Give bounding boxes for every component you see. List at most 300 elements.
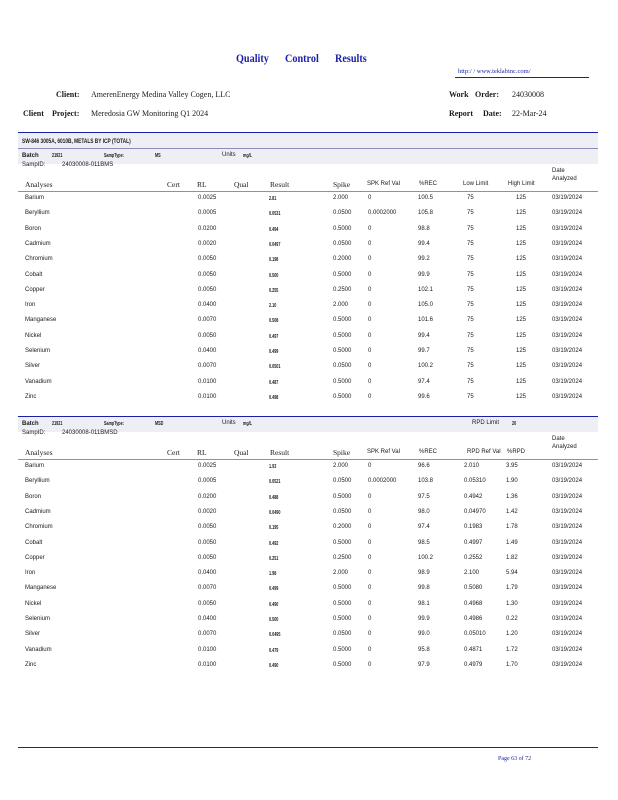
result-value: 0.0495 xyxy=(269,632,281,638)
rec-value: 97.4 xyxy=(418,524,430,530)
analyte-name: Silver xyxy=(25,631,41,637)
result-value: 0.490 xyxy=(269,663,279,669)
analyte-name: Vanadium xyxy=(25,647,52,653)
rl-value: 0.0050 xyxy=(198,287,217,293)
rl-value: 0.0070 xyxy=(198,631,217,637)
col-header-rec: %REC xyxy=(419,449,438,455)
col-header-cert: Cert xyxy=(167,448,180,457)
analyte-name: Cadmium xyxy=(25,509,51,515)
date-analyzed: 03/19/2024 xyxy=(552,226,583,232)
analyte-name: Vanadium xyxy=(25,379,52,385)
col-header-rec: %REC xyxy=(419,181,438,187)
sampid-value: 24030008-011BMS xyxy=(62,162,114,168)
c9-value: 125 xyxy=(516,317,527,323)
result-value: 0.195 xyxy=(269,525,279,531)
c8-value: 0.04970 xyxy=(464,509,486,515)
title-quality: Quality xyxy=(236,51,269,65)
rec-value: 101.6 xyxy=(418,317,434,323)
spike-value: 0.2500 xyxy=(333,555,352,561)
col-header-analyses: Analyses xyxy=(25,448,53,457)
c8-value: 0.4997 xyxy=(464,540,483,546)
footer-rule xyxy=(18,747,598,748)
result-value: 0.487 xyxy=(269,380,279,386)
result-value: 2.81 xyxy=(269,196,277,202)
rec-value: 98.1 xyxy=(418,601,430,607)
rec-value: 97.4 xyxy=(418,379,430,385)
rl-value: 0.0400 xyxy=(198,616,217,622)
c8-value: 75 xyxy=(467,302,474,308)
project-label-client: Client xyxy=(23,109,44,118)
col-header-rl: RL xyxy=(197,448,207,457)
date-analyzed: 03/19/2024 xyxy=(552,585,583,591)
spk-ref-val: 0 xyxy=(368,333,372,339)
analyte-name: Silver xyxy=(25,363,41,369)
spk-ref-val: 0 xyxy=(368,647,372,653)
c8-value: 75 xyxy=(467,272,474,278)
rl-value: 0.0100 xyxy=(198,394,217,400)
rl-value: 0.0070 xyxy=(198,317,217,323)
rec-value: 99.6 xyxy=(418,394,430,400)
result-value: 0.251 xyxy=(269,556,279,562)
date-analyzed: 03/19/2024 xyxy=(552,256,583,262)
sampid-label: SampID: xyxy=(22,430,46,436)
result-value: 1.98 xyxy=(269,571,277,577)
c9-value: 125 xyxy=(516,287,527,293)
result-value: 0.492 xyxy=(269,541,279,547)
spk-ref-val: 0 xyxy=(368,379,372,385)
rec-value: 98.5 xyxy=(418,540,430,546)
c8-value: 75 xyxy=(467,256,474,262)
spk-ref-val: 0 xyxy=(368,509,372,515)
result-value: 2.10 xyxy=(269,303,277,309)
analyte-name: Selenium xyxy=(25,348,51,354)
analyte-name: Iron xyxy=(25,302,36,308)
rpd-limit-value: 20 xyxy=(512,421,517,427)
date-analyzed: 03/19/2024 xyxy=(552,394,583,400)
spk-ref-val: 0 xyxy=(368,302,372,308)
rec-value: 100.2 xyxy=(418,363,434,369)
rec-value: 98.0 xyxy=(418,509,430,515)
analyte-name: Boron xyxy=(25,226,42,232)
c9-value: 125 xyxy=(516,348,527,354)
spk-ref-val: 0 xyxy=(368,317,372,323)
rec-value: 105.8 xyxy=(418,210,434,216)
c8-value: 0.4871 xyxy=(464,647,483,653)
col-header-analyzed: Analyzed xyxy=(552,444,577,450)
c8-value: 75 xyxy=(467,226,474,232)
col-header-date: Date xyxy=(552,436,565,442)
analyte-name: Chromium xyxy=(25,524,53,530)
analyte-name: Nickel xyxy=(25,601,42,607)
rec-value: 97.5 xyxy=(418,494,430,500)
spike-value: 0.5000 xyxy=(333,647,352,653)
rl-value: 0.0020 xyxy=(198,241,217,247)
c8-value: 0.1983 xyxy=(464,524,483,530)
rl-value: 0.0020 xyxy=(198,509,217,515)
spike-value: 2.000 xyxy=(333,195,349,201)
client-value: AmerenEnergy Medina Valley Cogen, LLC xyxy=(91,90,231,99)
spike-value: 0.0500 xyxy=(333,478,352,484)
date-analyzed: 03/19/2024 xyxy=(552,555,583,561)
page-number: Page 63 of 72 xyxy=(498,756,532,762)
date-analyzed: 03/19/2024 xyxy=(552,570,583,576)
lab-website-link[interactable]: http:/ / www.teklabinc.com/ xyxy=(458,68,531,75)
c9-value: 1.78 xyxy=(506,524,518,530)
rec-value: 99.0 xyxy=(418,631,430,637)
date-analyzed: 03/19/2024 xyxy=(552,379,583,385)
spk-ref-val: 0 xyxy=(368,272,372,278)
c8-value: 75 xyxy=(467,363,474,369)
analyte-name: Beryllium xyxy=(25,478,50,484)
rec-value: 100.5 xyxy=(418,195,434,201)
rec-value: 99.8 xyxy=(418,585,430,591)
date-analyzed: 03/19/2024 xyxy=(552,241,583,247)
spk-ref-val: 0 xyxy=(368,226,372,232)
analyte-name: Manganese xyxy=(25,585,57,591)
analyte-name: Cobalt xyxy=(25,540,43,546)
date-analyzed: 03/19/2024 xyxy=(552,616,583,622)
c8-value: 0.05010 xyxy=(464,631,486,637)
result-value: 0.508 xyxy=(269,318,279,324)
spk-ref-val: 0.0002000 xyxy=(368,478,397,484)
title-control: Control xyxy=(285,51,319,65)
result-value: 0.0497 xyxy=(269,242,281,248)
batch-value: 21921 xyxy=(52,421,63,427)
date-analyzed: 03/19/2024 xyxy=(552,631,583,637)
c9-value: 125 xyxy=(516,363,527,369)
c8-value: 75 xyxy=(467,241,474,247)
project-label: Project: xyxy=(52,109,80,118)
analyte-name: Copper xyxy=(25,287,45,293)
col-header-c9: %RPD xyxy=(507,449,526,455)
result-value: 0.500 xyxy=(269,617,279,623)
date-analyzed: 03/19/2024 xyxy=(552,647,583,653)
date-analyzed: 03/19/2024 xyxy=(552,601,583,607)
rec-value: 103.8 xyxy=(418,478,434,484)
analyte-name: Manganese xyxy=(25,317,57,323)
rl-value: 0.0005 xyxy=(198,478,217,484)
c8-value: 75 xyxy=(467,287,474,293)
c9-value: 125 xyxy=(516,302,527,308)
col-header-result: Result xyxy=(270,180,290,189)
rl-value: 0.0050 xyxy=(198,601,217,607)
date-analyzed: 03/19/2024 xyxy=(552,348,583,354)
result-value: 0.0490 xyxy=(269,510,281,516)
c8-value: 75 xyxy=(467,195,474,201)
url-underline xyxy=(455,77,589,78)
c8-value: 0.4942 xyxy=(464,494,483,500)
spike-value: 0.0500 xyxy=(333,631,352,637)
col-header-analyses: Analyses xyxy=(25,180,53,189)
result-value: 0.500 xyxy=(269,273,279,279)
sampid-value: 24030008-011BMSD xyxy=(62,430,118,436)
method-title: SW-846 3005A, 6010B, METALS BY ICP (TOTAL) xyxy=(22,138,131,145)
c9-value: 1.20 xyxy=(506,631,518,637)
result-value: 0.0531 xyxy=(269,211,281,217)
result-value: 1.93 xyxy=(269,464,277,470)
analyte-name: Nickel xyxy=(25,333,42,339)
spike-value: 0.5000 xyxy=(333,601,352,607)
analyte-name: Boron xyxy=(25,494,42,500)
date-analyzed: 03/19/2024 xyxy=(552,662,583,668)
spike-value: 0.5000 xyxy=(333,379,352,385)
date-label: Date: xyxy=(483,109,502,118)
rl-value: 0.0100 xyxy=(198,662,217,668)
c9-value: 125 xyxy=(516,241,527,247)
spike-value: 2.000 xyxy=(333,302,349,308)
spk-ref-val: 0 xyxy=(368,195,372,201)
c9-value: 125 xyxy=(516,256,527,262)
c8-value: 0.4968 xyxy=(464,601,483,607)
c9-value: 0.22 xyxy=(506,616,518,622)
result-value: 0.479 xyxy=(269,648,279,654)
rec-value: 105.0 xyxy=(418,302,434,308)
spk-ref-val: 0.0002000 xyxy=(368,210,397,216)
spk-ref-val: 0 xyxy=(368,601,372,607)
rl-value: 0.0050 xyxy=(198,555,217,561)
date-analyzed: 03/19/2024 xyxy=(552,302,583,308)
c8-value: 2.100 xyxy=(464,570,480,576)
batch-label: Batch xyxy=(22,153,39,159)
result-value: 0.0501 xyxy=(269,364,281,370)
col-header-spk-ref-val: SPK Ref Val xyxy=(367,449,400,455)
spk-ref-val: 0 xyxy=(368,494,372,500)
c8-value: 2.010 xyxy=(464,463,480,469)
c9-value: 125 xyxy=(516,226,527,232)
rec-value: 99.4 xyxy=(418,241,430,247)
rl-value: 0.0100 xyxy=(198,379,217,385)
result-value: 0.198 xyxy=(269,257,279,263)
c8-value: 75 xyxy=(467,333,474,339)
c9-value: 1.36 xyxy=(506,494,518,500)
spike-value: 0.5000 xyxy=(333,272,352,278)
col-header-qual: Qual xyxy=(234,448,249,457)
result-value: 0.488 xyxy=(269,495,279,501)
date-analyzed: 03/19/2024 xyxy=(552,333,583,339)
rl-value: 0.0050 xyxy=(198,272,217,278)
c8-value: 75 xyxy=(467,210,474,216)
analyte-name: Zinc xyxy=(25,394,37,400)
units-value: mg/L xyxy=(243,153,252,159)
analyte-name: Chromium xyxy=(25,256,53,262)
order-label: Order: xyxy=(475,90,499,99)
rec-value: 97.9 xyxy=(418,662,430,668)
work-order-value: 24030008 xyxy=(512,90,544,99)
c9-value: 1.72 xyxy=(506,647,518,653)
date-analyzed: 03/19/2024 xyxy=(552,272,583,278)
spike-value: 0.0500 xyxy=(333,509,352,515)
date-analyzed: 03/19/2024 xyxy=(552,494,583,500)
spike-value: 0.0500 xyxy=(333,210,352,216)
col-header-analyzed: Analyzed xyxy=(552,176,577,182)
rl-value: 0.0070 xyxy=(198,363,217,369)
header-bottom-rule xyxy=(18,459,598,460)
rl-value: 0.0200 xyxy=(198,494,217,500)
rec-value: 99.9 xyxy=(418,616,430,622)
report-label: Report xyxy=(449,109,473,118)
col-header-c9: High Limit xyxy=(508,181,535,187)
spk-ref-val: 0 xyxy=(368,241,372,247)
date-analyzed: 03/19/2024 xyxy=(552,540,583,546)
col-header-rl: RL xyxy=(197,180,207,189)
result-value: 0.499 xyxy=(269,349,279,355)
analyte-name: Barium xyxy=(25,463,45,469)
c9-value: 125 xyxy=(516,394,527,400)
result-value: 0.255 xyxy=(269,288,279,294)
c9-value: 1.70 xyxy=(506,662,518,668)
c9-value: 125 xyxy=(516,333,527,339)
spk-ref-val: 0 xyxy=(368,540,372,546)
result-value: 0.490 xyxy=(269,602,279,608)
spk-ref-val: 0 xyxy=(368,348,372,354)
result-value: 0.498 xyxy=(269,395,279,401)
c8-value: 0.5080 xyxy=(464,585,483,591)
c8-value: 0.4986 xyxy=(464,616,483,622)
col-header-qual: Qual xyxy=(234,180,249,189)
spk-ref-val: 0 xyxy=(368,363,372,369)
rl-value: 0.0100 xyxy=(198,647,217,653)
units-value: mg/L xyxy=(243,421,252,427)
samptype-label: SampType: xyxy=(104,153,124,159)
spike-value: 0.5000 xyxy=(333,333,352,339)
work-label: Work xyxy=(449,90,469,99)
sampid-label: SampID: xyxy=(22,162,46,168)
c8-value: 0.2552 xyxy=(464,555,483,561)
c8-value: 0.4979 xyxy=(464,662,483,668)
c9-value: 1.82 xyxy=(506,555,518,561)
date-analyzed: 03/19/2024 xyxy=(552,524,583,530)
spike-value: 0.5000 xyxy=(333,226,352,232)
result-value: 0.499 xyxy=(269,586,279,592)
spike-value: 0.5000 xyxy=(333,616,352,622)
date-analyzed: 03/19/2024 xyxy=(552,363,583,369)
c9-value: 1.42 xyxy=(506,509,518,515)
spk-ref-val: 0 xyxy=(368,570,372,576)
analyte-name: Zinc xyxy=(25,662,37,668)
project-value: Meredosia GW Monitoring Q1 2024 xyxy=(91,109,209,118)
date-analyzed: 03/19/2024 xyxy=(552,287,583,293)
spk-ref-val: 0 xyxy=(368,662,372,668)
rl-value: 0.0200 xyxy=(198,226,217,232)
col-header-result: Result xyxy=(270,448,290,457)
c9-value: 5.94 xyxy=(506,570,518,576)
result-value: 0.494 xyxy=(269,227,279,233)
rl-value: 0.0050 xyxy=(198,256,217,262)
spike-value: 0.5000 xyxy=(333,662,352,668)
rec-value: 99.4 xyxy=(418,333,430,339)
analyte-name: Copper xyxy=(25,555,45,561)
spike-value: 2.000 xyxy=(333,463,349,469)
spk-ref-val: 0 xyxy=(368,585,372,591)
spk-ref-val: 0 xyxy=(368,524,372,530)
rl-value: 0.0400 xyxy=(198,348,217,354)
analyte-name: Selenium xyxy=(25,616,51,622)
samptype-value: MS xyxy=(155,153,161,159)
rl-value: 0.0070 xyxy=(198,585,217,591)
c9-value: 125 xyxy=(516,195,527,201)
rl-value: 0.0050 xyxy=(198,524,217,530)
rec-value: 96.6 xyxy=(418,463,430,469)
c9-value: 125 xyxy=(516,272,527,278)
analyte-name: Barium xyxy=(25,195,45,201)
rl-value: 0.0050 xyxy=(198,540,217,546)
analyte-name: Cobalt xyxy=(25,272,43,278)
rl-value: 0.0050 xyxy=(198,333,217,339)
col-header-spike: Spike xyxy=(333,180,351,189)
spk-ref-val: 0 xyxy=(368,555,372,561)
spk-ref-val: 0 xyxy=(368,394,372,400)
rec-value: 102.1 xyxy=(418,287,434,293)
c8-value: 75 xyxy=(467,379,474,385)
c9-value: 1.30 xyxy=(506,601,518,607)
c9-value: 1.49 xyxy=(506,540,518,546)
rl-value: 0.0025 xyxy=(198,195,217,201)
spk-ref-val: 0 xyxy=(368,256,372,262)
col-header-spike: Spike xyxy=(333,448,351,457)
spike-value: 0.5000 xyxy=(333,540,352,546)
spike-value: 0.0500 xyxy=(333,241,352,247)
col-header-cert: Cert xyxy=(167,180,180,189)
col-header-spk-ref-val: SPK Ref Val xyxy=(367,181,400,187)
spike-value: 0.5000 xyxy=(333,585,352,591)
date-analyzed: 03/19/2024 xyxy=(552,210,583,216)
spike-value: 0.5000 xyxy=(333,317,352,323)
rec-value: 95.8 xyxy=(418,647,430,653)
col-header-c8: RPD Ref Val xyxy=(467,449,501,455)
date-analyzed: 03/19/2024 xyxy=(552,317,583,323)
date-analyzed: 03/19/2024 xyxy=(552,463,583,469)
batch-label: Batch xyxy=(22,421,39,427)
c9-value: 125 xyxy=(516,210,527,216)
spk-ref-val: 0 xyxy=(368,631,372,637)
result-value: 0.0521 xyxy=(269,479,281,485)
rec-value: 99.2 xyxy=(418,256,430,262)
analyte-name: Iron xyxy=(25,570,36,576)
c9-value: 1.79 xyxy=(506,585,518,591)
rl-value: 0.0025 xyxy=(198,463,217,469)
rl-value: 0.0400 xyxy=(198,302,217,308)
spike-value: 0.5000 xyxy=(333,348,352,354)
header-bottom-rule xyxy=(18,191,598,192)
spike-value: 0.0500 xyxy=(333,363,352,369)
spike-value: 0.2000 xyxy=(333,524,352,530)
date-analyzed: 03/19/2024 xyxy=(552,509,583,515)
col-header-date: Date xyxy=(552,168,565,174)
col-header-c8: Low Limit xyxy=(463,181,489,187)
samptype-label: SampType: xyxy=(104,421,124,427)
rl-value: 0.0400 xyxy=(198,570,217,576)
rec-value: 98.9 xyxy=(418,570,430,576)
report-date-value: 22-Mar-24 xyxy=(512,109,547,118)
spike-value: 0.2500 xyxy=(333,287,352,293)
analyte-name: Beryllium xyxy=(25,210,50,216)
rpd-limit-label: RPD Limit xyxy=(472,420,500,426)
units-label: Units xyxy=(222,420,236,426)
rec-value: 100.2 xyxy=(418,555,434,561)
units-label: Units xyxy=(222,152,236,158)
spike-value: 2.000 xyxy=(333,570,349,576)
spk-ref-val: 0 xyxy=(368,287,372,293)
c8-value: 75 xyxy=(467,394,474,400)
rec-value: 99.7 xyxy=(418,348,430,354)
rec-value: 99.9 xyxy=(418,272,430,278)
c8-value: 75 xyxy=(467,317,474,323)
client-label: Client: xyxy=(56,90,80,99)
samptype-value: MSD xyxy=(155,421,164,427)
c9-value: 3.95 xyxy=(506,463,518,469)
spk-ref-val: 0 xyxy=(368,463,372,469)
spike-value: 0.5000 xyxy=(333,494,352,500)
